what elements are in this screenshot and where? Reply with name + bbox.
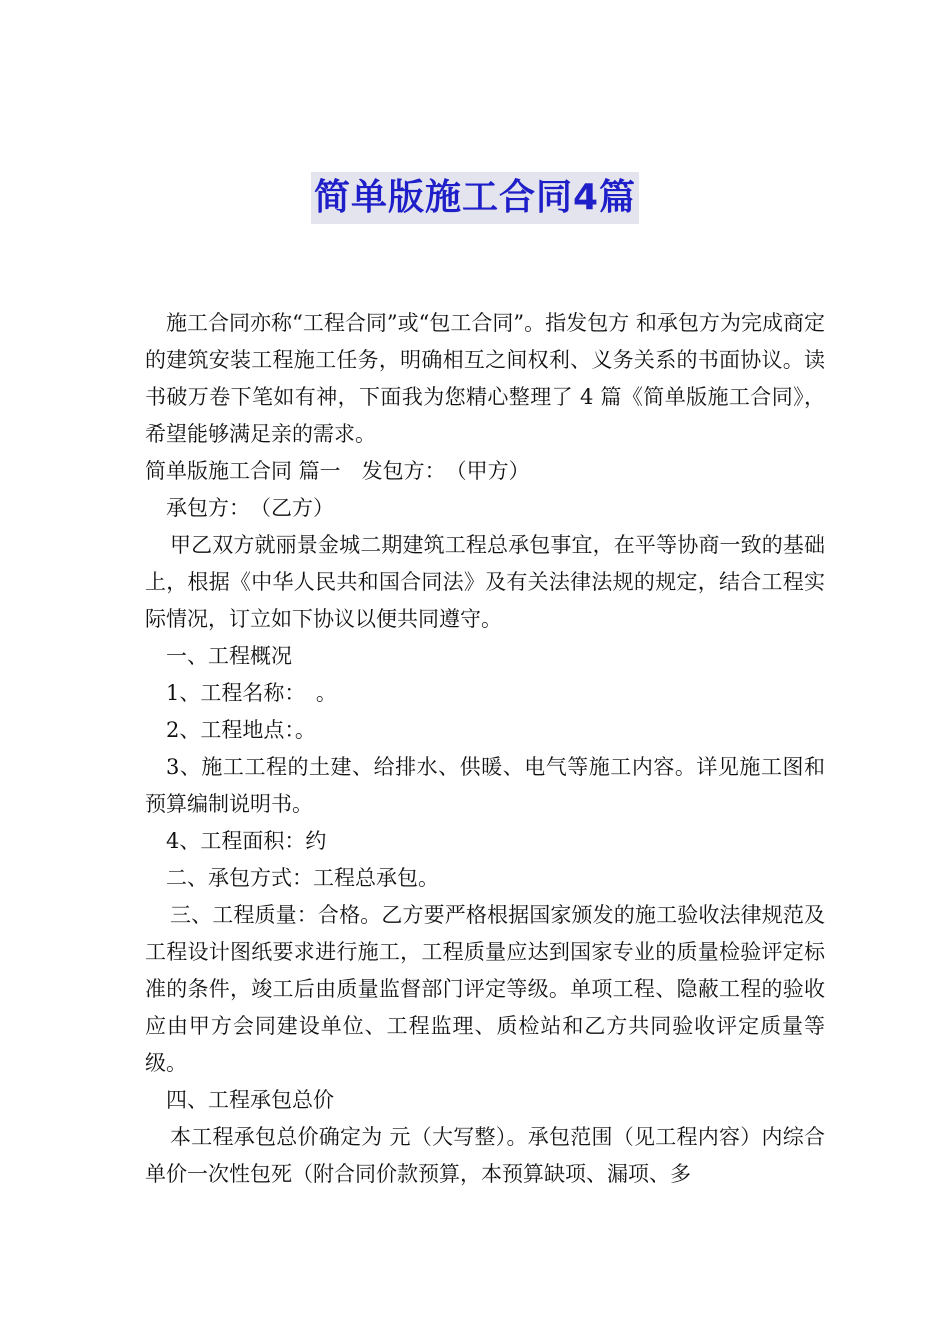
paragraph-intro: 施工合同亦称“工程合同”或“包工合同”。指发包方 和承包方为完成商定的建筑安装工程施工任务，明确相互之间权利、义务关系的书面协议。读书破万卷下笔如有神，下面我为您精心整理了 4 篇《简单版施工合同》，希望能够满足亲的需求。 xyxy=(145,311,825,446)
paragraph-item-name: 1、工程名称： 。 xyxy=(166,681,337,705)
paragraph-heading-price: 四、工程承包总价 xyxy=(166,1088,334,1112)
paragraph-item-location: 2、工程地点：。 xyxy=(166,718,316,742)
paragraph-contractor: 承包方： （乙方） xyxy=(166,496,334,520)
document-title: 简单版施工合同4篇 xyxy=(311,172,639,224)
paragraph-section-heading: 简单版施工合同 篇一 发包方： （甲方） xyxy=(145,459,530,483)
paragraph-quality: 三、工程质量：合格。乙方要严格根据国家颁发的施工验收法律规范及工程设计图纸要求进行施工，工程质量应达到国家专业的质量检验评定标准的条件，竣工后由质量监督部门评定等级。单项工程、隐蔽工程的验收应由甲方会同建设单位、工程监理、质检站和乙方共同验收评定质量等级。 xyxy=(145,903,825,1075)
paragraph-contract-method: 二、承包方式：工程总承包。 xyxy=(166,866,439,890)
paragraph-item-area: 4、工程面积：约 xyxy=(166,829,327,853)
paragraph-price: 本工程承包总价确定为 元（大写整）。承包范围（见工程内容）内综合单价一次性包死（附合同价款预算，本预算缺项、漏项、多 xyxy=(145,1125,825,1186)
document-body xyxy=(145,305,825,1193)
paragraph-heading-overview: 一、工程概况 xyxy=(166,644,292,668)
paragraph-agreement: 甲乙双方就丽景金城二期建筑工程总承包事宜，在平等协商一致的基础上，根据《中华人民共和国合同法》及有关法律法规的规定，结合工程实际情况，订立如下协议以便共同遵守。 xyxy=(145,533,825,631)
paragraph-item-content: 3、施工工程的土建、给排水、供暖、电气等施工内容。详见施工图和预算编制说明书。 xyxy=(145,755,825,816)
title-wrap xyxy=(0,172,950,224)
